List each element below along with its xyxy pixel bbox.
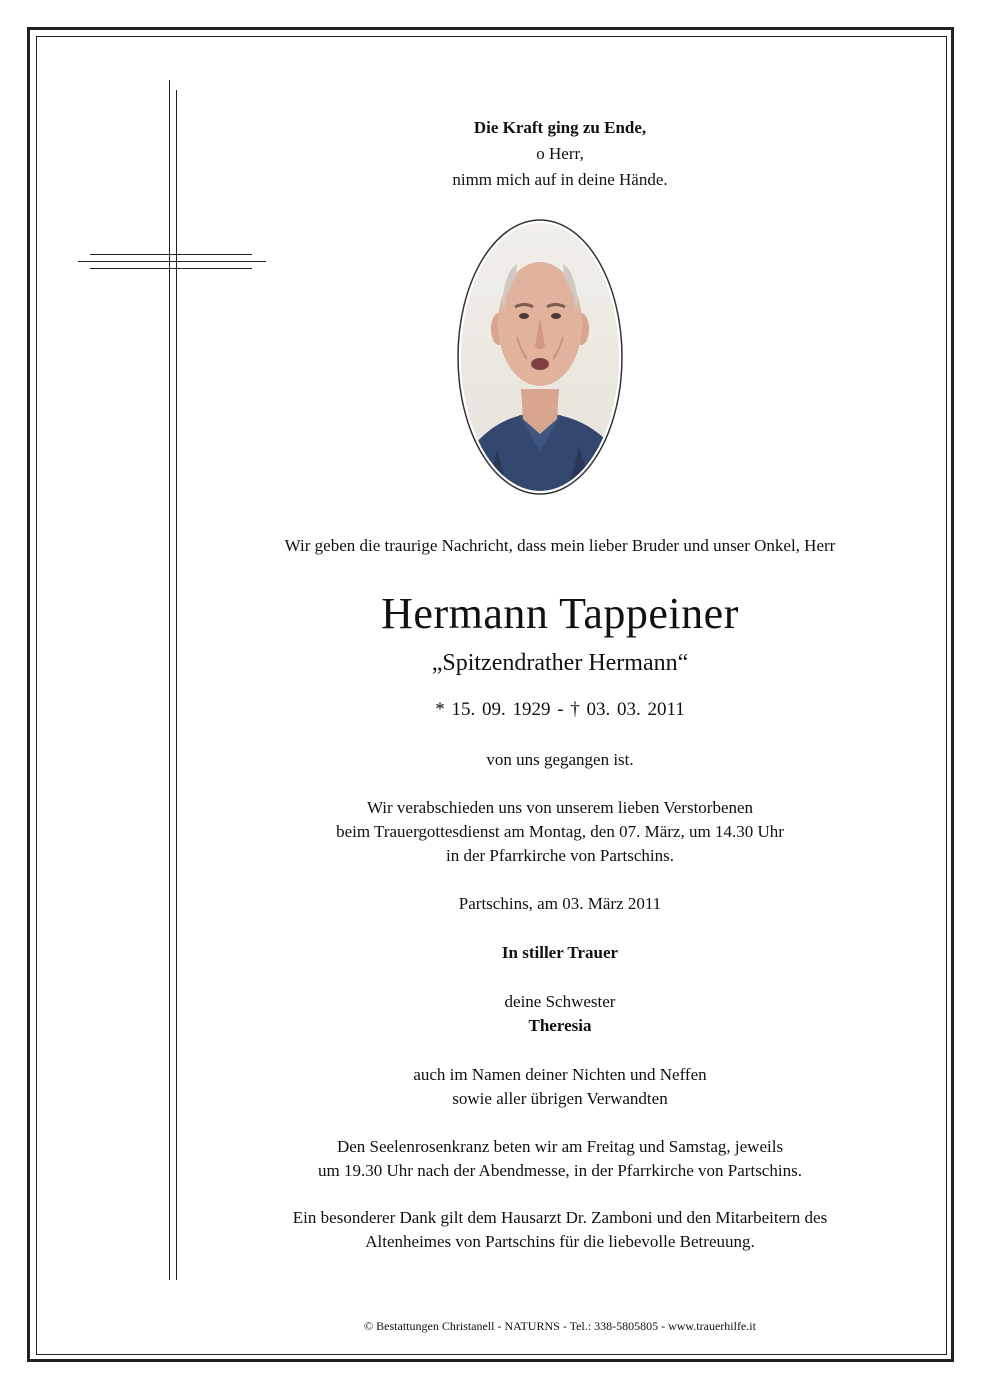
mourner-sister <box>230 990 890 1038</box>
verse-line: nimm mich auf in deine Hände. <box>452 170 668 189</box>
funeral-home-footer: © Bestattungen Christanell - NATURNS - Tel.: 338-5805805 - www.trauerhilfe.it <box>364 1319 756 1333</box>
cross-horizontal-line <box>78 261 266 262</box>
rosary-line: Den Seelenrosenkranz beten wir am Freitag und Samstag, jeweils <box>336 1137 784 1156</box>
funeral-details <box>230 796 890 868</box>
thanks-line: Ein besonderer Dank gilt dem Hausarzt Dr. Zamboni und den Mitarbeitern des <box>292 1208 828 1227</box>
relatives-line: auch im Namen deiner Nichten und Neffen <box>413 1065 707 1084</box>
funeral-line: in der Pfarrkirche von Partschins. <box>445 846 675 865</box>
cross-horizontal-line <box>90 268 252 269</box>
cross-vertical-line <box>169 80 170 1280</box>
mourning-heading: In stiller Trauer <box>501 943 619 962</box>
mourner-name: Theresia <box>528 1016 592 1035</box>
announcement-intro: Wir geben die traurige Nachricht, dass mein lieber Bruder und unser Onkel, Herr <box>284 536 836 555</box>
verse-line: o Herr, <box>536 144 584 163</box>
passed-away-text: von uns gegangen ist. <box>486 750 634 769</box>
verse-line: Die Kraft ging zu Ende, <box>473 118 647 137</box>
deceased-name: Hermann Tappeiner <box>381 589 739 638</box>
relatives-note <box>230 1063 890 1111</box>
deceased-nickname: „Spitzendrather Hermann“ <box>431 650 689 676</box>
thanks-note <box>230 1206 890 1254</box>
portrait-photo <box>457 219 623 495</box>
mourner-relation: deine Schwester <box>504 992 616 1011</box>
verse <box>230 115 890 193</box>
rosary-line: um 19.30 Uhr nach der Abendmesse, in der Pfarrkirche von Partschins. <box>318 1161 802 1180</box>
place-date: Partschins, am 03. März 2011 <box>458 894 662 913</box>
rosary-info <box>230 1135 890 1183</box>
life-dates: * 15. 09. 1929 - † 03. 03. 2011 <box>435 699 685 720</box>
funeral-line: Wir verabschieden uns von unserem lieben Verstorbenen <box>366 798 754 817</box>
funeral-line: beim Trauergottesdienst am Montag, den 07. März, um 14.30 Uhr <box>336 822 784 841</box>
thanks-line: Altenheimes von Partschins für die liebevolle Betreuung. <box>365 1232 755 1251</box>
relatives-line: sowie aller übrigen Verwandten <box>452 1089 668 1108</box>
cross-horizontal-line <box>90 254 252 255</box>
